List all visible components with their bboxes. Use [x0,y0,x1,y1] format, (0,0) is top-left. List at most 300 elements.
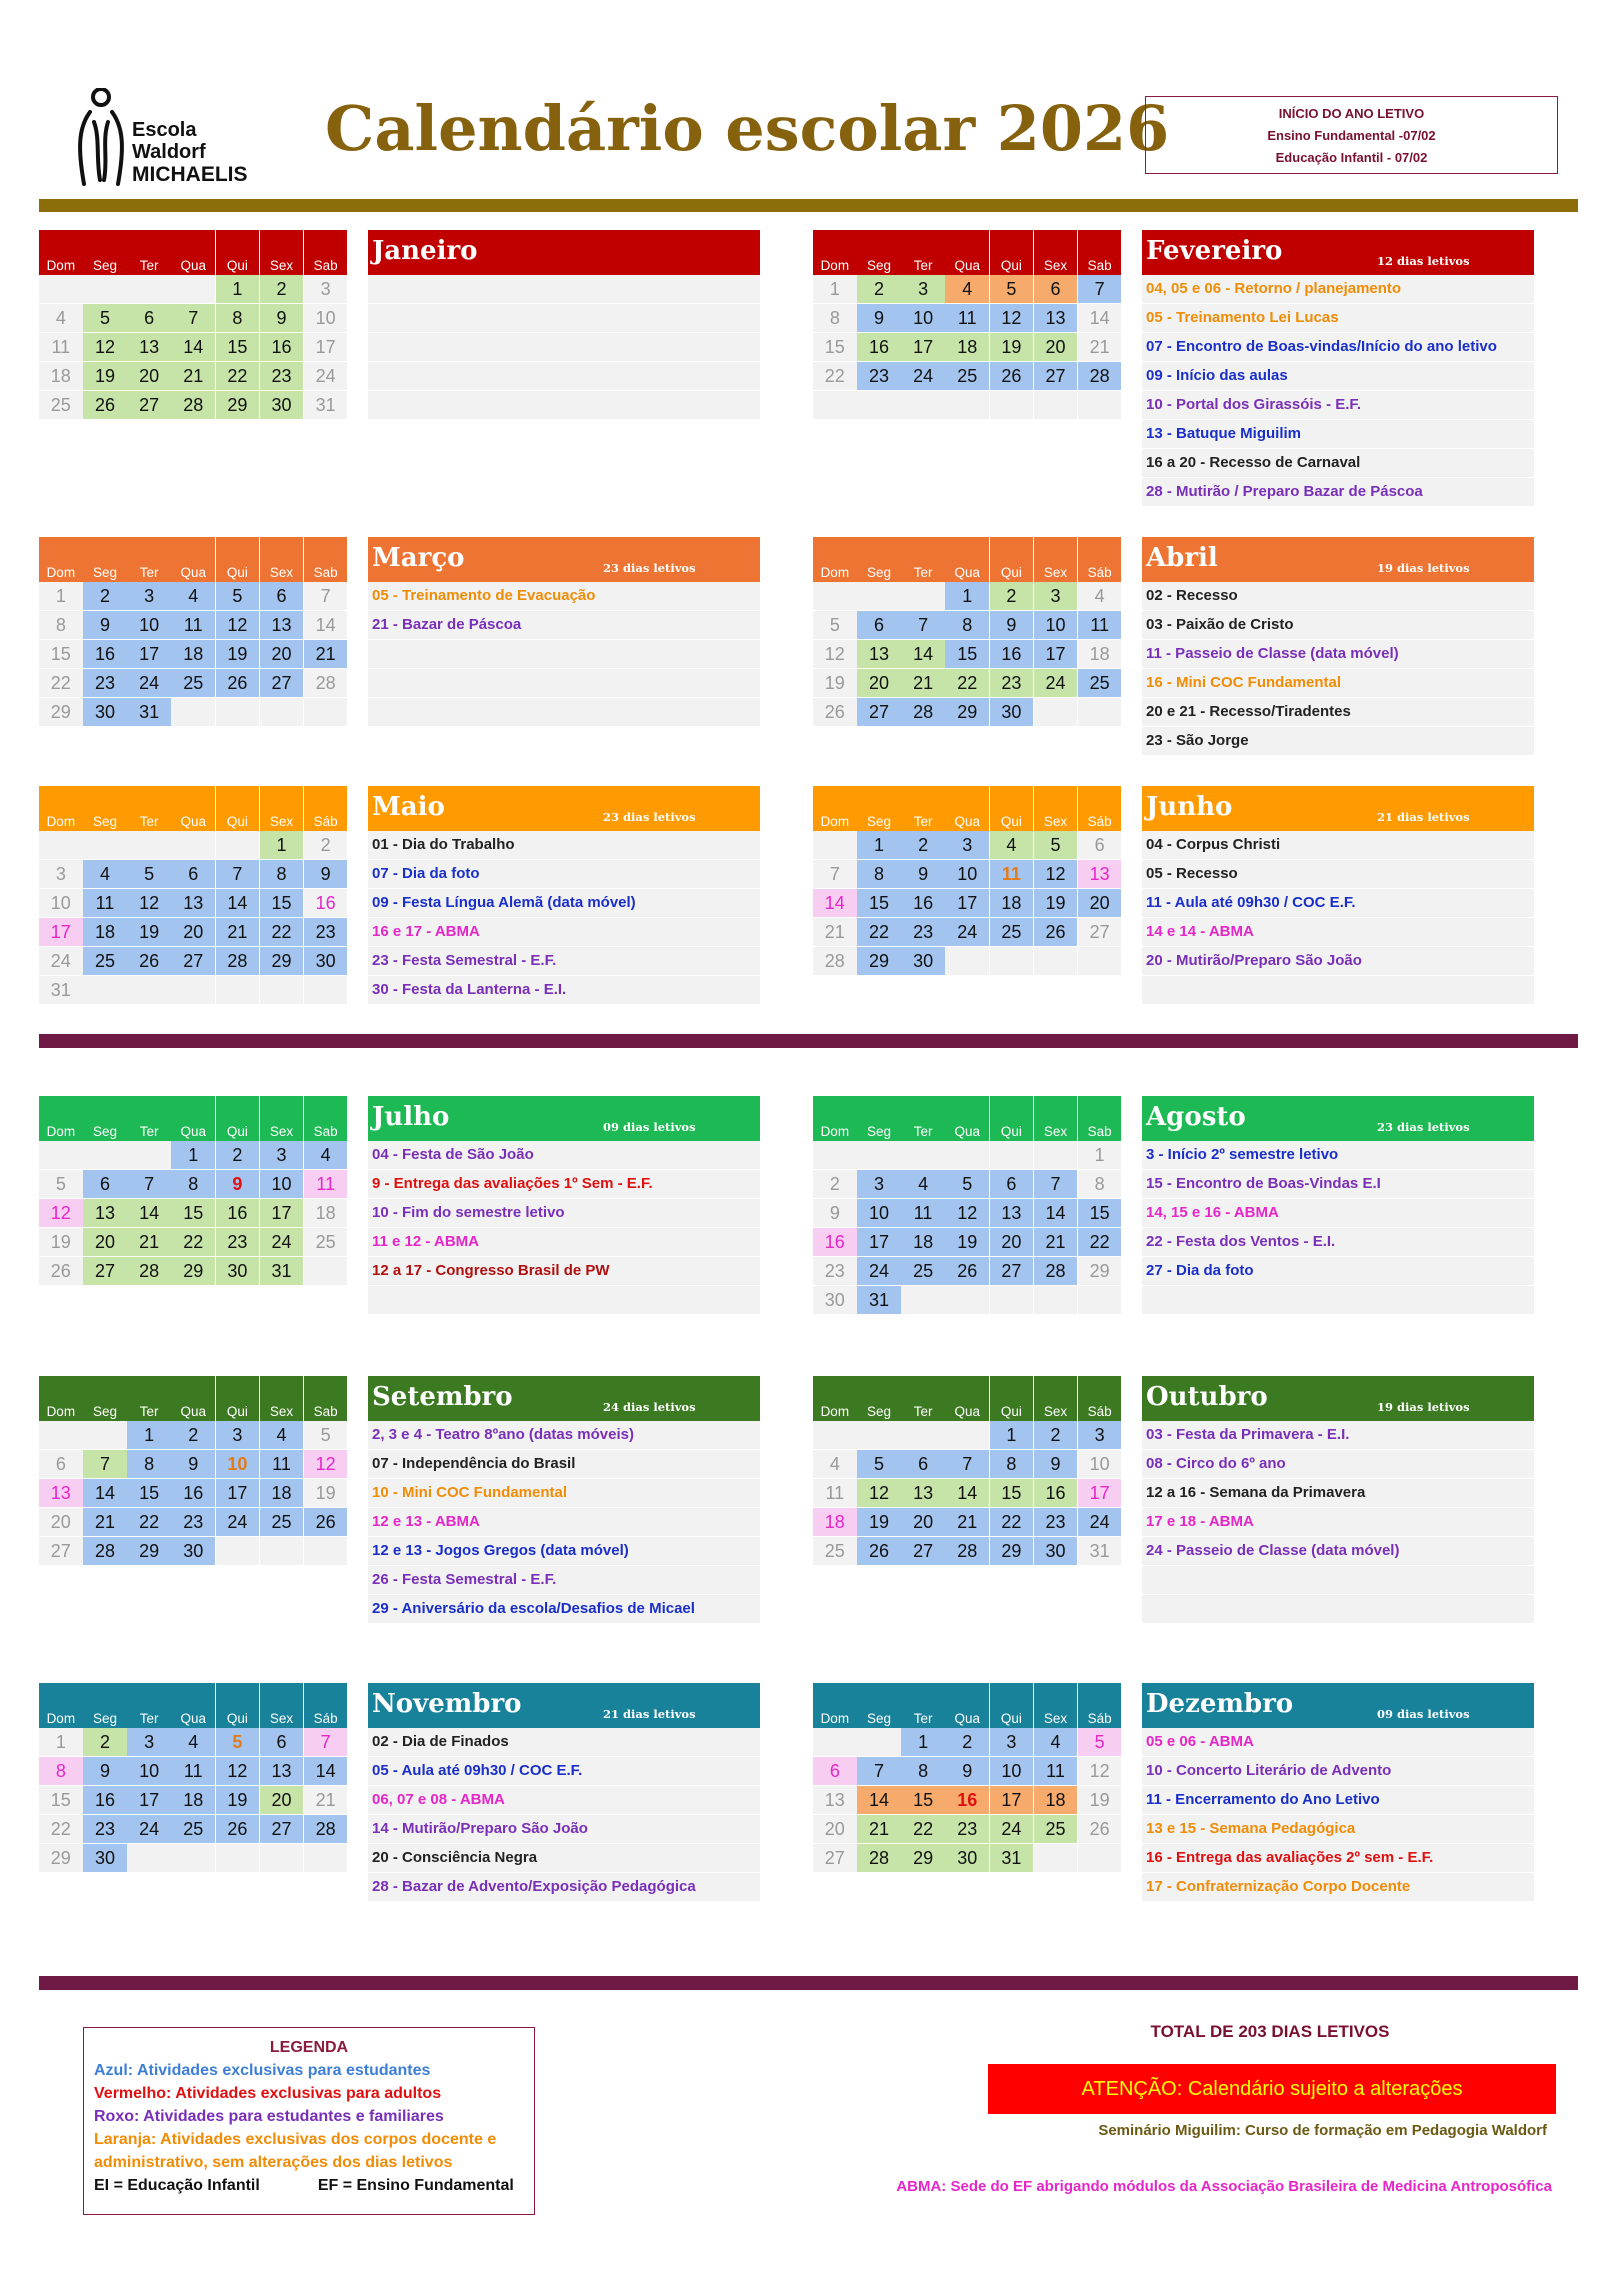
weekday-label: Sex [1034,230,1078,275]
day-cell: 21 [216,918,260,946]
day-cell: 27 [127,391,171,419]
weekday-label: Qua [171,1683,215,1728]
day-cell [304,976,348,1004]
day-cell: 27 [260,1815,304,1843]
weekday-label: Qui [990,537,1034,582]
weekday-label: Seg [857,1683,901,1728]
event-row: 09 - Festa Língua Alemã (data móvel) [368,889,760,917]
day-cell: 8 [813,304,857,332]
day-cell [171,698,215,726]
weekday-label: Seg [83,1683,127,1728]
day-cell: 22 [39,669,83,697]
day-cell: 4 [945,275,989,303]
day-cell: 13 [901,1479,945,1507]
day-cell: 18 [990,889,1034,917]
day-cell: 27 [813,1844,857,1872]
day-cell: 28 [304,1815,348,1843]
event-row: 20 - Consciência Negra [368,1844,760,1872]
school-days-count: 21 dias letivos [603,1707,696,1721]
week-row [39,889,348,918]
week-row [39,1257,348,1286]
mini-calendar-jun [813,786,1122,976]
day-cell: 23 [216,1228,260,1256]
day-cell: 19 [990,333,1034,361]
weekday-label: Qua [945,230,989,275]
day-cell [260,1537,304,1565]
day-cell: 31 [127,698,171,726]
day-cell: 8 [39,611,83,639]
event-row: 17 e 18 - ABMA [1142,1508,1534,1536]
day-cell: 28 [171,391,215,419]
day-cell: 8 [1078,1170,1122,1198]
day-cell: 12 [39,1199,83,1227]
day-cell: 2 [901,831,945,859]
day-cell: 7 [901,611,945,639]
day-cell: 17 [945,889,989,917]
weekday-label: Ter [127,1683,171,1728]
legend-line-red: Vermelho: Atividades exclusivas para adultos [94,2085,442,2102]
day-cell [813,391,857,419]
weekday-header [813,1683,1122,1728]
mini-calendar-nov [39,1683,348,1873]
weekday-label: Sáb [304,786,348,831]
day-cell: 3 [39,860,83,888]
day-cell: 21 [1078,333,1122,361]
month-name: Agosto [1146,1102,1246,1132]
day-cell: 25 [1078,669,1122,697]
weekday-label: Seg [857,537,901,582]
day-cell [127,831,171,859]
week-row [39,391,348,420]
day-cell: 29 [260,947,304,975]
day-cell: 7 [1078,275,1122,303]
day-cell: 29 [901,1844,945,1872]
day-cell: 22 [260,918,304,946]
weekday-label: Qua [171,230,215,275]
weekday-label: Seg [83,786,127,831]
day-cell: 30 [260,391,304,419]
day-cell: 30 [813,1286,857,1314]
day-cell: 3 [260,1141,304,1169]
weekday-label: Sex [260,537,304,582]
day-cell: 7 [83,1450,127,1478]
day-cell: 31 [39,976,83,1004]
day-cell: 24 [127,1815,171,1843]
event-row: 12 e 13 - Jogos Gregos (data móvel) [368,1537,760,1565]
day-cell: 17 [260,1199,304,1227]
day-cell: 29 [127,1537,171,1565]
day-cell: 20 [857,669,901,697]
day-cell [39,1421,83,1449]
month-name: Março [372,543,465,573]
event-row [368,333,760,361]
day-cell: 3 [127,1728,171,1756]
weekday-label: Dom [813,786,857,831]
week-row [813,1170,1122,1199]
day-cell: 9 [260,304,304,332]
day-cell: 14 [945,1479,989,1507]
weekday-label: Dom [813,1683,857,1728]
week-row [39,1728,348,1757]
day-cell: 12 [945,1199,989,1227]
event-row: 12 a 16 - Semana da Primavera [1142,1479,1534,1507]
month-name: Abril [1146,543,1218,573]
day-cell [171,1844,215,1872]
day-cell: 26 [813,698,857,726]
day-cell [990,1141,1034,1169]
weekday-label: Qui [216,1096,260,1141]
event-row: 17 - Confraternização Corpo Docente [1142,1873,1534,1901]
day-cell: 26 [127,947,171,975]
weekday-label: Sab [304,1096,348,1141]
weekday-label: Qua [945,1376,989,1421]
week-row [39,947,348,976]
day-cell: 6 [1034,275,1078,303]
event-row: 16 a 20 - Recesso de Carnaval [1142,449,1534,477]
weekday-label: Sab [1078,230,1122,275]
week-row [813,275,1122,304]
week-row [39,698,348,727]
event-row: 05 e 06 - ABMA [1142,1728,1534,1756]
weekday-header [39,786,348,831]
day-cell [1078,947,1122,975]
day-cell [990,1286,1034,1314]
day-cell: 26 [1078,1815,1122,1843]
day-cell: 4 [1078,582,1122,610]
day-cell: 1 [260,831,304,859]
day-cell: 31 [260,1257,304,1285]
week-row [39,362,348,391]
event-row: 13 - Batuque Miguilim [1142,420,1534,448]
weekday-label: Sex [260,1683,304,1728]
week-row [39,1844,348,1873]
day-cell: 16 [83,1786,127,1814]
month-name: Dezembro [1146,1689,1294,1719]
day-cell: 14 [1078,304,1122,332]
day-cell: 19 [216,1786,260,1814]
weekday-label: Seg [857,1096,901,1141]
day-cell: 9 [304,860,348,888]
day-cell: 5 [813,611,857,639]
day-cell: 11 [171,611,215,639]
day-cell [857,391,901,419]
day-cell: 14 [857,1786,901,1814]
weekday-header [813,1376,1122,1421]
week-row [813,1786,1122,1815]
day-cell: 25 [171,1815,215,1843]
day-cell: 5 [945,1170,989,1198]
day-cell [945,1286,989,1314]
weekday-label: Dom [39,1376,83,1421]
event-row: 05 - Aula até 09h30 / COC E.F. [368,1757,760,1785]
day-cell: 18 [1034,1786,1078,1814]
day-cell: 27 [171,947,215,975]
day-cell [39,1141,83,1169]
day-cell: 8 [990,1450,1034,1478]
events-panel-mai [368,786,760,1005]
day-cell [945,1141,989,1169]
day-cell: 6 [83,1170,127,1198]
day-cell: 3 [216,1421,260,1449]
weekday-label: Sab [1078,1096,1122,1141]
day-cell: 1 [813,275,857,303]
day-cell: 12 [1034,860,1078,888]
week-row [39,1421,348,1450]
day-cell: 26 [216,1815,260,1843]
day-cell: 15 [39,1786,83,1814]
day-cell: 2 [990,582,1034,610]
event-row: 11 - Encerramento do Ano Letivo [1142,1786,1534,1814]
weekday-label: Ter [901,1376,945,1421]
week-row [813,640,1122,669]
day-cell: 28 [83,1537,127,1565]
day-cell: 18 [260,1479,304,1507]
event-row: 08 - Circo do 6º ano [1142,1450,1534,1478]
legend-line-orange-1: Laranja: Atividades exclusivas dos corpos docente e [94,2131,497,2148]
day-cell: 28 [216,947,260,975]
weekday-label: Ter [901,786,945,831]
event-row: 05 - Recesso [1142,860,1534,888]
day-cell: 2 [260,275,304,303]
events-panel-out [1142,1376,1534,1624]
day-cell: 2 [813,1170,857,1198]
day-cell: 14 [216,889,260,917]
day-cell: 31 [990,1844,1034,1872]
event-row: 15 - Encontro de Boas-Vindas E.I [1142,1170,1534,1198]
weekday-label: Sab [304,1376,348,1421]
day-cell: 18 [813,1508,857,1536]
week-row [39,640,348,669]
day-cell: 20 [127,362,171,390]
mini-calendar-set [39,1376,348,1566]
week-row [39,275,348,304]
week-row [813,947,1122,976]
day-cell: 15 [127,1479,171,1507]
day-cell: 1 [39,582,83,610]
day-cell [127,275,171,303]
legend-ef: EF = Ensino Fundamental [317,2177,514,2194]
events-panel-set [368,1376,760,1624]
day-cell: 15 [990,1479,1034,1507]
day-cell: 21 [857,1815,901,1843]
weekday-header [813,537,1122,582]
day-cell: 13 [1078,860,1122,888]
day-cell: 23 [813,1257,857,1285]
month-header [1142,1096,1534,1141]
day-cell: 22 [945,669,989,697]
weekday-label: Seg [857,1376,901,1421]
event-row: 07 - Independência do Brasil [368,1450,760,1478]
day-cell: 5 [990,275,1034,303]
day-cell: 15 [945,640,989,668]
day-cell: 6 [813,1757,857,1785]
day-cell: 7 [1034,1170,1078,1198]
legend-line-purple: Roxo: Atividades para estudantes e familiares [94,2108,444,2125]
day-cell [260,1844,304,1872]
day-cell: 6 [857,611,901,639]
day-cell: 26 [39,1257,83,1285]
school-days-count: 23 dias letivos [603,810,696,824]
week-row [813,1844,1122,1873]
day-cell: 3 [1078,1421,1122,1449]
day-cell: 19 [39,1228,83,1256]
school-days-count: 12 dias letivos [1377,254,1470,268]
event-row: 11 - Passeio de Classe (data móvel) [1142,640,1534,668]
weekday-label: Sáb [1078,786,1122,831]
day-cell: 22 [990,1508,1034,1536]
day-cell: 28 [1078,362,1122,390]
week-row [813,1286,1122,1315]
weekday-header [39,1376,348,1421]
day-cell: 5 [216,1728,260,1756]
day-cell: 31 [1078,1537,1122,1565]
day-cell: 14 [813,889,857,917]
events-panel-nov [368,1683,760,1902]
weekday-label: Qui [990,1096,1034,1141]
day-cell: 17 [127,1786,171,1814]
week-row [39,304,348,333]
mini-calendar-jan [39,230,348,420]
event-row: 2, 3 e 4 - Teatro 8ºano (datas móveis) [368,1421,760,1449]
event-row: 16 e 17 - ABMA [368,918,760,946]
mini-calendar-dez [813,1683,1122,1873]
day-cell: 28 [857,1844,901,1872]
mini-calendar-jul [39,1096,348,1286]
week-row [813,1508,1122,1537]
day-cell: 28 [945,1537,989,1565]
events-panel-jun [1142,786,1534,1005]
weekday-label: Seg [83,1096,127,1141]
month-name: Novembro [372,1689,522,1719]
month-name: Junho [1146,792,1233,822]
month-header [1142,537,1534,582]
weekday-label: Dom [813,1376,857,1421]
day-cell: 2 [304,831,348,859]
weekday-header [39,230,348,275]
day-cell [1034,1844,1078,1872]
day-cell: 25 [83,947,127,975]
day-cell [813,582,857,610]
day-cell: 1 [990,1421,1034,1449]
day-cell: 4 [304,1141,348,1169]
day-cell: 27 [990,1257,1034,1285]
day-cell: 13 [813,1786,857,1814]
week-row [39,582,348,611]
weekday-label: Dom [39,786,83,831]
day-cell: 30 [1034,1537,1078,1565]
day-cell: 3 [945,831,989,859]
school-days-count: 19 dias letivos [1377,561,1470,575]
day-cell: 2 [83,582,127,610]
event-row: 14 - Mutirão/Preparo São João [368,1815,760,1843]
day-cell: 26 [857,1537,901,1565]
day-cell: 20 [990,1228,1034,1256]
day-cell: 14 [1034,1199,1078,1227]
day-cell: 29 [1078,1257,1122,1285]
month-name: Setembro [372,1382,513,1412]
day-cell: 7 [304,582,348,610]
weekday-label: Qua [945,1683,989,1728]
day-cell: 20 [260,640,304,668]
day-cell: 24 [127,669,171,697]
event-row: 12 e 13 - ABMA [368,1508,760,1536]
weekday-label: Qua [945,537,989,582]
day-cell: 21 [171,362,215,390]
day-cell: 20 [39,1508,83,1536]
school-days-count: 23 dias letivos [1377,1120,1470,1134]
weekday-label: Qui [216,230,260,275]
day-cell: 12 [857,1479,901,1507]
day-cell: 11 [39,333,83,361]
event-row: 13 e 15 - Semana Pedagógica [1142,1815,1534,1843]
day-cell: 4 [1034,1728,1078,1756]
day-cell: 5 [127,860,171,888]
day-cell: 22 [171,1228,215,1256]
school-days-count: 19 dias letivos [1377,1400,1470,1414]
day-cell: 23 [83,669,127,697]
mini-calendar-mar [39,537,348,727]
day-cell: 11 [1078,611,1122,639]
day-cell [945,947,989,975]
weekday-label: Sex [260,230,304,275]
day-cell: 29 [39,698,83,726]
info-line-3: Educação Infantil - 07/02 [1275,150,1428,165]
event-row: 10 - Mini COC Fundamental [368,1479,760,1507]
week-row [813,362,1122,391]
day-cell: 6 [39,1450,83,1478]
day-cell: 2 [83,1728,127,1756]
day-cell: 11 [260,1450,304,1478]
day-cell: 2 [857,275,901,303]
weekday-label: Seg [83,230,127,275]
day-cell: 10 [857,1199,901,1227]
event-row: 20 - Mutirão/Preparo São João [1142,947,1534,975]
event-row: 24 - Passeio de Classe (data móvel) [1142,1537,1534,1565]
event-row [368,275,760,303]
day-cell: 30 [304,947,348,975]
day-cell: 24 [304,362,348,390]
day-cell: 24 [39,947,83,975]
event-row: 05 - Treinamento Lei Lucas [1142,304,1534,332]
day-cell: 24 [857,1257,901,1285]
logo-line-3: MICHAELIS [132,163,248,186]
day-cell: 8 [901,1757,945,1785]
day-cell [83,275,127,303]
day-cell [216,976,260,1004]
day-cell: 15 [39,640,83,668]
day-cell: 26 [304,1508,348,1536]
day-cell: 3 [1034,582,1078,610]
day-cell: 31 [857,1286,901,1314]
day-cell: 8 [260,860,304,888]
event-row: 03 - Festa da Primavera - E.I. [1142,1421,1534,1449]
day-cell: 11 [83,889,127,917]
day-cell: 28 [1034,1257,1078,1285]
day-cell: 6 [1078,831,1122,859]
day-cell: 16 [83,640,127,668]
day-cell: 10 [1034,611,1078,639]
event-row: 3 - Início 2º semestre letivo [1142,1141,1534,1169]
day-cell: 4 [171,1728,215,1756]
weekday-label: Qui [216,537,260,582]
day-cell: 23 [1034,1508,1078,1536]
day-cell: 11 [304,1170,348,1198]
day-cell [945,391,989,419]
day-cell: 22 [857,918,901,946]
day-cell: 19 [304,1479,348,1507]
day-cell: 5 [216,582,260,610]
alert-banner: ATENÇÃO: Calendário sujeito a alterações [988,2064,1556,2114]
